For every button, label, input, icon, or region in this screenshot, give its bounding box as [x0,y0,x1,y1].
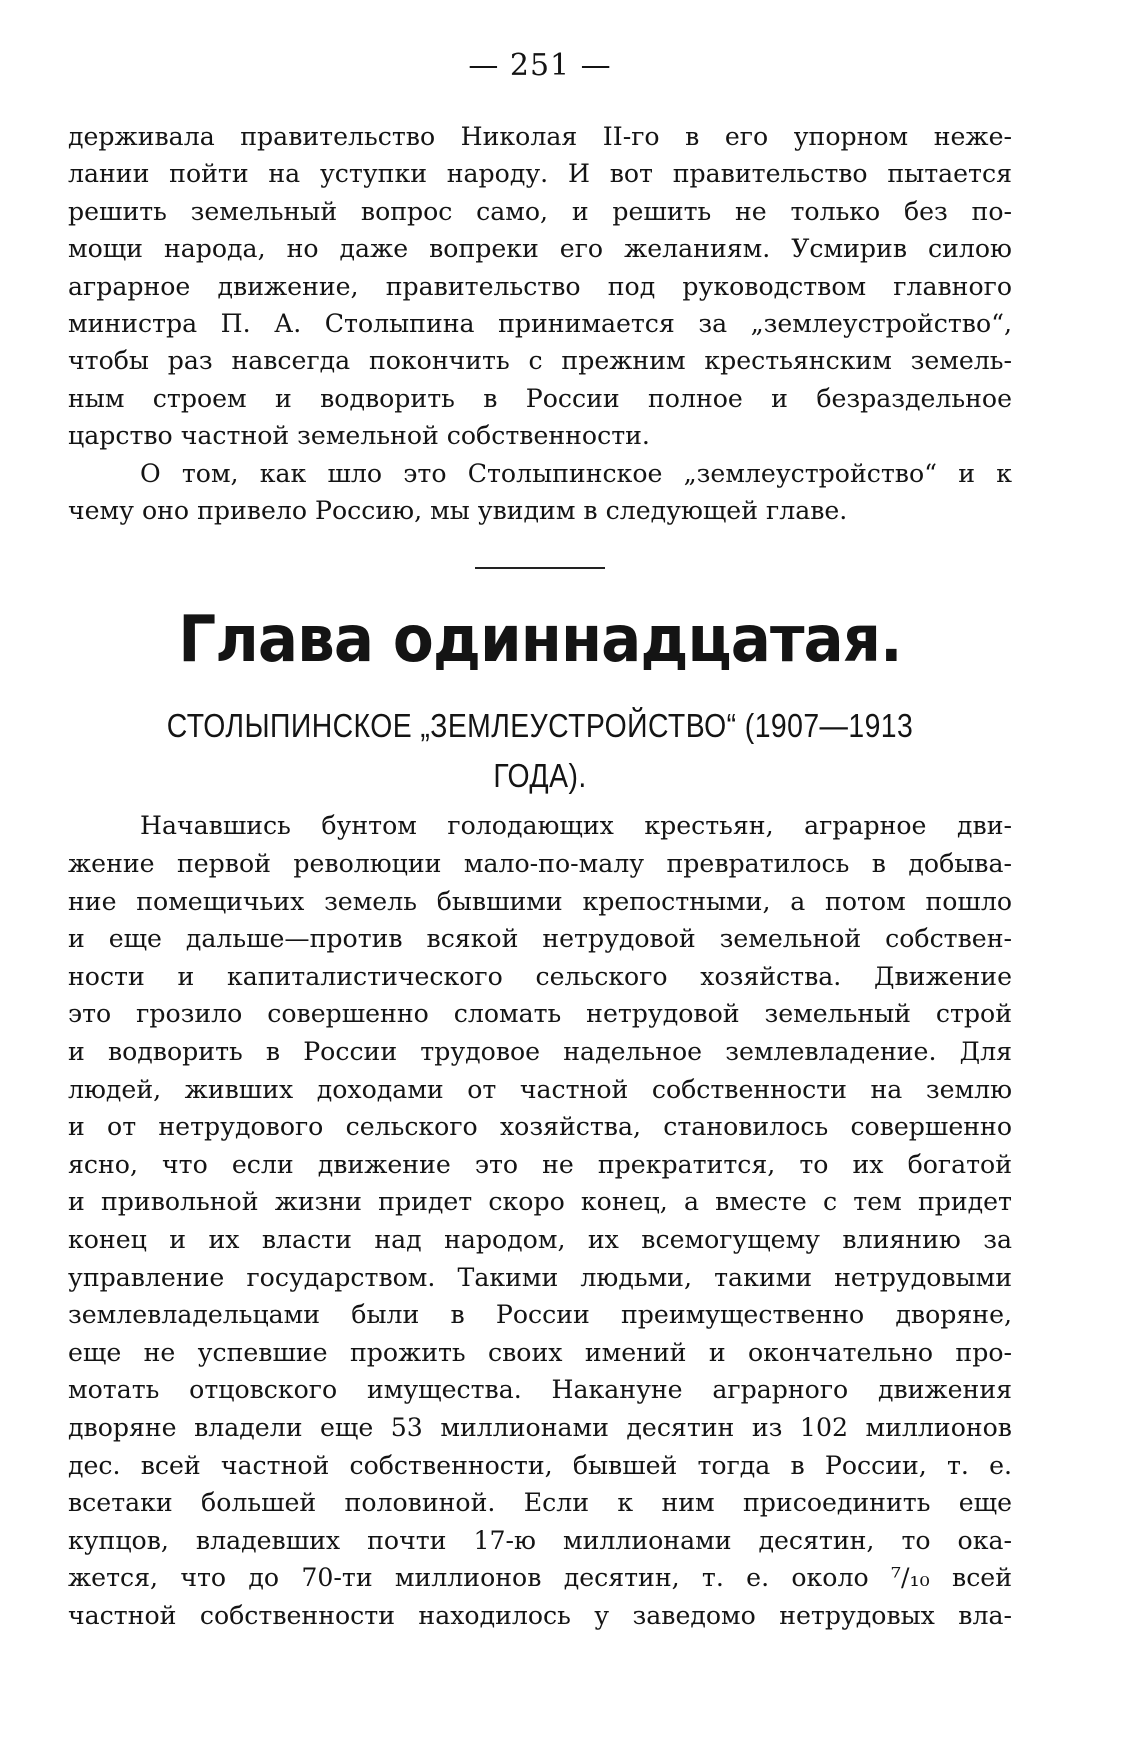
text-line: ным строем и водворить в России полное и безраздельное [68,383,1012,413]
text-line: Начавшись бунтом голодающих крестьян, аграрное дви- [140,811,1012,841]
text-line: царство частной земельной собственности. [68,421,650,451]
text-line: мотать отцовского имущества. Накануне аграрного движения [68,1375,1012,1405]
chapter-title: Глава одиннадцатая. [178,603,902,678]
paragraph-1 [68,118,1012,455]
text-line: лании пойти на уступки народу. И вот правительство пытается [68,159,1012,189]
page-number: — 251 — [468,48,612,83]
text-line: аграрное движение, правительство под руководством главного [68,271,1012,301]
text-line: чтобы раз навсегда покончить с прежним крестьянским земель- [68,346,1012,376]
text-line: О том, как шло это Столыпинское „землеустройство“ и к [140,458,1012,488]
text-line: людей, живших доходами от частной собственности на землю [68,1074,1012,1104]
text-line: министра П. А. Столыпина принимается за „землеустройство“, [68,309,1012,339]
text-line: и еще дальше—против всякой нетрудовой земельной собствен- [68,924,1012,954]
text-line: и привольной жизни придет скоро конец, а вместе с тем придет [68,1187,1012,1217]
text-line: дворяне владели еще 53 миллионами десятин из 102 миллионов [68,1412,1012,1442]
text-line: и водворить в России трудовое надельное землевладение. Для [68,1037,1012,1067]
text-line: землевладельцами были в России преимущественно дворяне, [68,1300,1012,1330]
text-line: всетаки большей половиной. Если к ним присоединить еще [68,1488,1012,1518]
text-line: и от нетрудового сельского хозяйства, становилось совершенно [68,1112,1012,1142]
text-line: частной собственности находилось у заведомо нетрудовых вла- [68,1600,1012,1630]
text-line: решить земельный вопрос само, и решить не только без по- [68,196,1012,226]
paragraph-3 [68,807,1012,1634]
text-line: еще не успевшие прожить своих имений и окончательно про- [68,1337,1012,1367]
chapter-subtitle: СТОЛЫПИНСКОЕ „ЗЕМЛЕУСТРОЙСТВО“ (1907—1913 ГОДА). [166,707,914,795]
text-line: жение первой революции мало-по-малу превратилось в добыва- [68,849,1012,879]
text-line: это грозило совершенно сломать нетрудовой земельный строй [68,999,1012,1029]
text-line: держивала правительство Николая II-го в его упорном неже- [68,122,1012,151]
section-divider [475,567,605,569]
paragraph-2 [68,455,1012,530]
text-line: жется, что до 70-ти миллионов десятин, т. е. около ⁷/₁₀ всей [68,1563,1012,1593]
text-line: мощи народа, но даже вопреки его желаниям. Усмирив силою [68,234,1012,264]
text-line: ние помещичьих земель бывшими крепостными, а потом пошло [68,886,1012,916]
text-line: конец и их власти над народом, их всемогущему влиянию за [68,1225,1012,1254]
text-line: управление государством. Такими людьми, такими нетрудовыми [68,1262,1012,1292]
text-line: чему оно привело Россию, мы увидим в следующей главе. [68,496,848,526]
text-line: дес. всей частной собственности, бывшей тогда в России, т. е. [68,1450,1012,1480]
text-line: купцов, владевших почти 17-ю миллионами десятин, то ока- [68,1525,1012,1555]
text-line: ясно, что если движение это не прекратится, то их богатой [68,1149,1012,1179]
text-line: ности и капиталистического сельского хозяйства. Движение [68,961,1012,991]
